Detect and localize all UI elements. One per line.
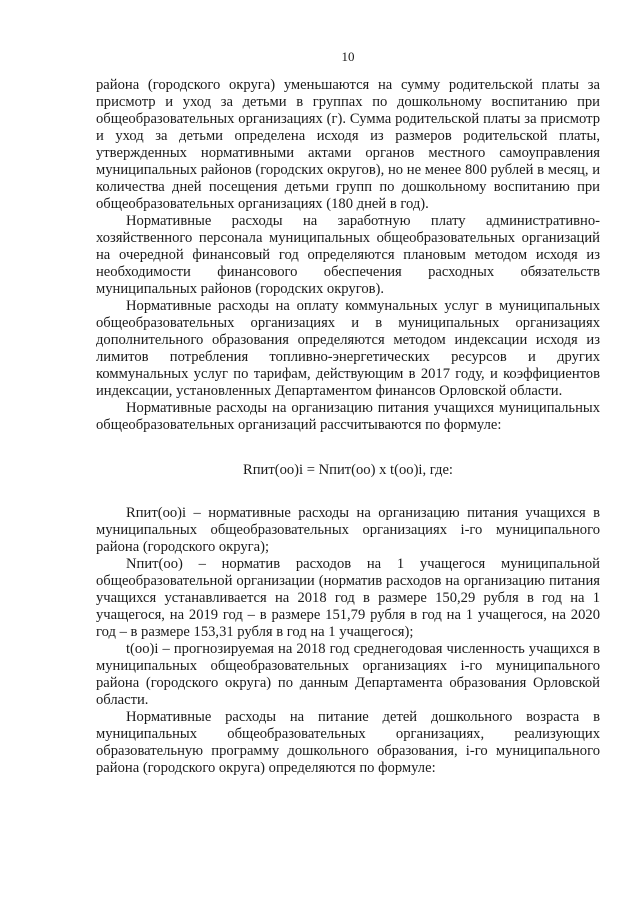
paragraph-continuation: района (городского округа) уменьшаются на сумму родительской платы за присмотр и уход за детьми в группах по дошкольному воспитанию при общеобразовательных организациях (г). Сумма родительской платы за присмотр и уход за детьми определена исходя из размеров родительской платы, утвержденных нормативными актами органов местного самоуправления муниципальных районов (городских округов), но не менее 800 рублей в месяц, и количества дней посещения детьми групп по дошкольному воспитанию при общеобразовательных организациях (180 дней в год). bbox=[96, 77, 600, 212]
paragraph-admin-staff-costs: Нормативные расходы на заработную плату административно-хозяйственного персонала муниципальных общеобразовательных организаций на очередной финансовый год определяются плановым методом исходя из необходимости финансового обеспечения расходных обязательств муниципальных районов (городских округов). bbox=[96, 213, 600, 297]
definition-t: t(оо)i – прогнозируемая на 2018 год среднегодовая численность учащихся в муниципальных общеобразовательных организациях i-го муниципального района (городского округа) по данным Департамента образования Орловской области. bbox=[96, 641, 600, 708]
definition-rpit: Rпит(оо)i – нормативные расходы на организацию питания учащихся в муниципальных общеобразовательных организациях i-го муниципального района (городского округа); bbox=[96, 505, 600, 555]
paragraph-utilities-costs: Нормативные расходы на оплату коммунальных услуг в муниципальных общеобразовательных организациях и в муниципальных организациях дополнительного образования определяются методом индексации исходя из лимитов потребления топливно-энергетических ресурсов и других коммунальных услуг по тарифам, действующим в 2017 году, и коэффициентов индексации, установленных Департаментом финансов Орловской области. bbox=[96, 298, 600, 399]
formula: Rпит(оо)i = Nпит(оо) x t(оо)i, где: bbox=[242, 462, 453, 478]
paragraph-preschool-meals: Нормативные расходы на питание детей дошкольного возраста в муниципальных общеобразовательных организациях, реализующих образовательную программу дошкольного образования, i-го муниципального района (городского округа) определяются по формуле: bbox=[96, 709, 600, 776]
definition-npit: Nпит(оо) – норматив расходов на 1 учащегося муниципальной общеобразовательной организации (норматив расходов на организацию питания учащихся устанавливается на 2018 год в размере 150,29 рубля в год на 1 учащегося, на 2019 год – в размере 151,79 рубля в год на 1 учащегося, на 2020 год – в размере 153,31 рубля в год на 1 учащегося); bbox=[96, 556, 600, 640]
paragraph-meals-costs-intro: Нормативные расходы на организацию питания учащихся муниципальных общеобразовательных организаций рассчитываются по формуле: bbox=[96, 400, 600, 433]
page-number: 10 bbox=[341, 49, 355, 64]
